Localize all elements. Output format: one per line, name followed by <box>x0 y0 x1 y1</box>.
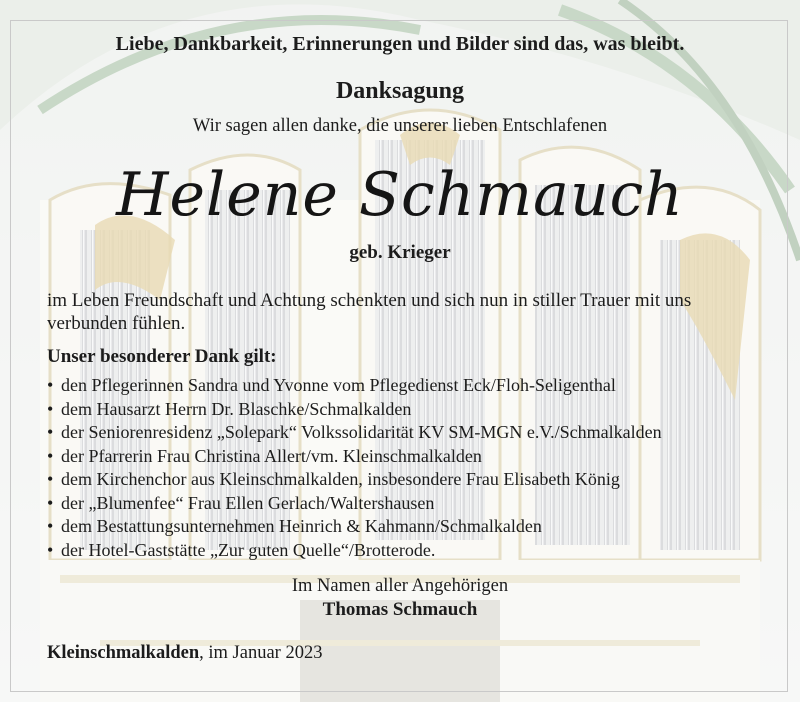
intro-line: Wir sagen allen danke, die unserer lieben Entschlafenen <box>192 116 608 136</box>
list-item <box>47 374 662 398</box>
bullet-icon: • <box>47 398 54 419</box>
place-date <box>47 643 322 664</box>
list-item <box>47 539 662 563</box>
list-item <box>47 445 662 469</box>
thanks-list <box>47 374 662 562</box>
bullet-icon: • <box>47 539 54 560</box>
bullet-icon: • <box>47 516 54 536</box>
list-item-text: dem Hausarzt Herrn Dr. Blaschke/Schmalkalden <box>61 398 412 419</box>
bullet-icon: • <box>47 375 54 395</box>
bullet-icon: • <box>47 422 54 442</box>
notice-title: Danksagung <box>335 78 465 104</box>
list-item <box>47 492 662 516</box>
list-item-text: der Hotel-Gaststätte „Zur guten Quelle“/Brotterode. <box>61 539 436 560</box>
list-item-text: der Pfarrerin Frau Christina Allert/vm. Kleinschmalkalden <box>61 445 482 466</box>
list-item <box>47 515 662 539</box>
thanks-paragraph: im Leben Freundschaft und Achtung schenkten und sich nun in stiller Trauer mit uns verbunden fühlen. <box>47 290 692 334</box>
date-text: , im Januar 2023 <box>199 643 323 663</box>
place-name: Kleinschmalkalden <box>47 643 200 663</box>
list-item <box>47 421 662 445</box>
signer-name: Thomas Schmauch <box>322 599 478 620</box>
deceased-name: Helene Schmauch <box>116 160 684 230</box>
list-item <box>47 398 662 422</box>
list-item-text: dem Bestattungsunternehmen Heinrich & Kahmann/Schmalkalden <box>61 516 542 536</box>
bullet-icon: • <box>47 445 54 466</box>
motto: Liebe, Dankbarkeit, Erinnerungen und Bilder sind das, was bleibt. <box>115 33 685 55</box>
list-item <box>47 468 662 492</box>
bullet-icon: • <box>47 492 54 513</box>
bullet-icon: • <box>47 469 54 489</box>
thanks-heading: Unser besonderer Dank gilt: <box>47 346 277 367</box>
list-item-text: den Pflegerinnen Sandra und Yvonne vom Pflegedienst Eck/Floh-Seligenthal <box>61 375 616 395</box>
list-item-text: der Seniorenresidenz „Solepark“ Volkssolidarität KV SM-MGN e.V./Schmalkalden <box>61 422 662 442</box>
closing-line: Im Namen aller Angehörigen <box>291 576 509 596</box>
list-item-text: dem Kirchenchor aus Kleinschmalkalden, insbesondere Frau Elisabeth König <box>61 469 620 489</box>
list-item-text: der „Blumenfee“ Frau Ellen Gerlach/Waltershausen <box>61 492 435 513</box>
maiden-name: geb. Krieger <box>349 242 451 263</box>
